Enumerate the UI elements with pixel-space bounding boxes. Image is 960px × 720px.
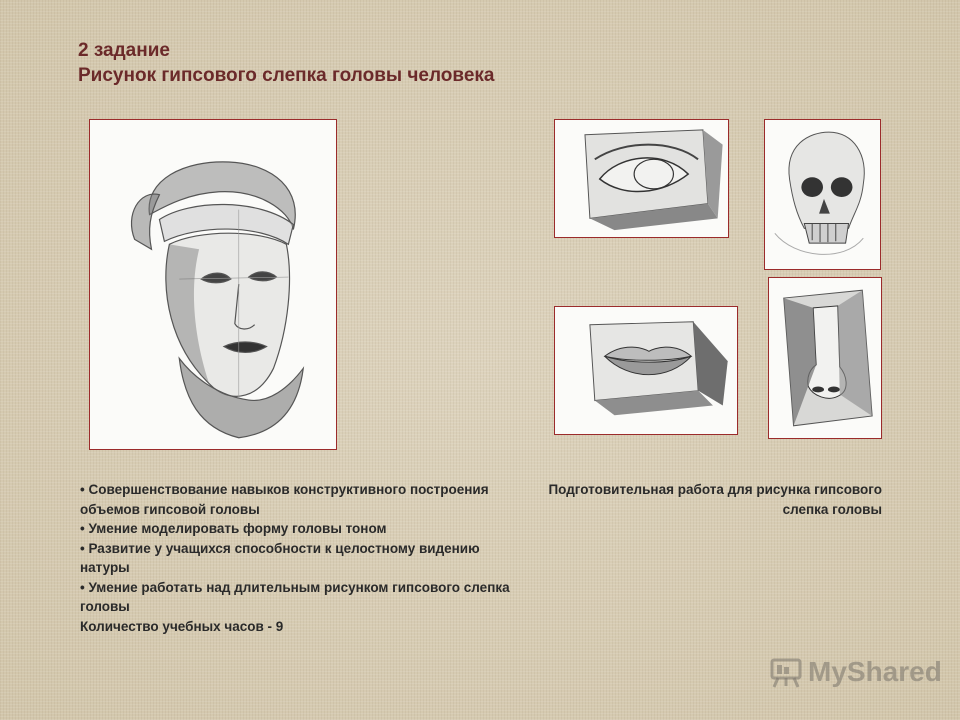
learning-goals (80, 480, 510, 636)
title-line-subject: Рисунок гипсового слепка головы человека (78, 65, 495, 86)
goal-item: • Развитие у учащихся способности к целостному видению натуры (80, 540, 480, 575)
drawings-caption: Подготовительная работа для рисунка гипсового слепка головы (548, 482, 882, 517)
eye-study-image (554, 119, 729, 238)
goal-item: • Совершенствование навыков конструктивного построения объемов гипсовой головы (80, 482, 489, 517)
head-drawing-image (89, 119, 337, 450)
goal-item: • Умение моделировать форму головы тоном (80, 521, 387, 536)
hours-count: Количество учебных часов - 9 (80, 618, 284, 634)
title-line-task: 2 задание (78, 40, 170, 61)
myshared-watermark (768, 654, 942, 690)
goal-item: • Умение работать над длительным рисунком гипсового слепка головы (80, 579, 510, 614)
slide-title (78, 38, 494, 88)
skull-study-image (764, 119, 881, 270)
lips-study-image (554, 306, 738, 435)
presentation-board-icon (768, 654, 804, 690)
nose-study-image (768, 277, 882, 439)
watermark-text: MyShared (808, 656, 942, 687)
